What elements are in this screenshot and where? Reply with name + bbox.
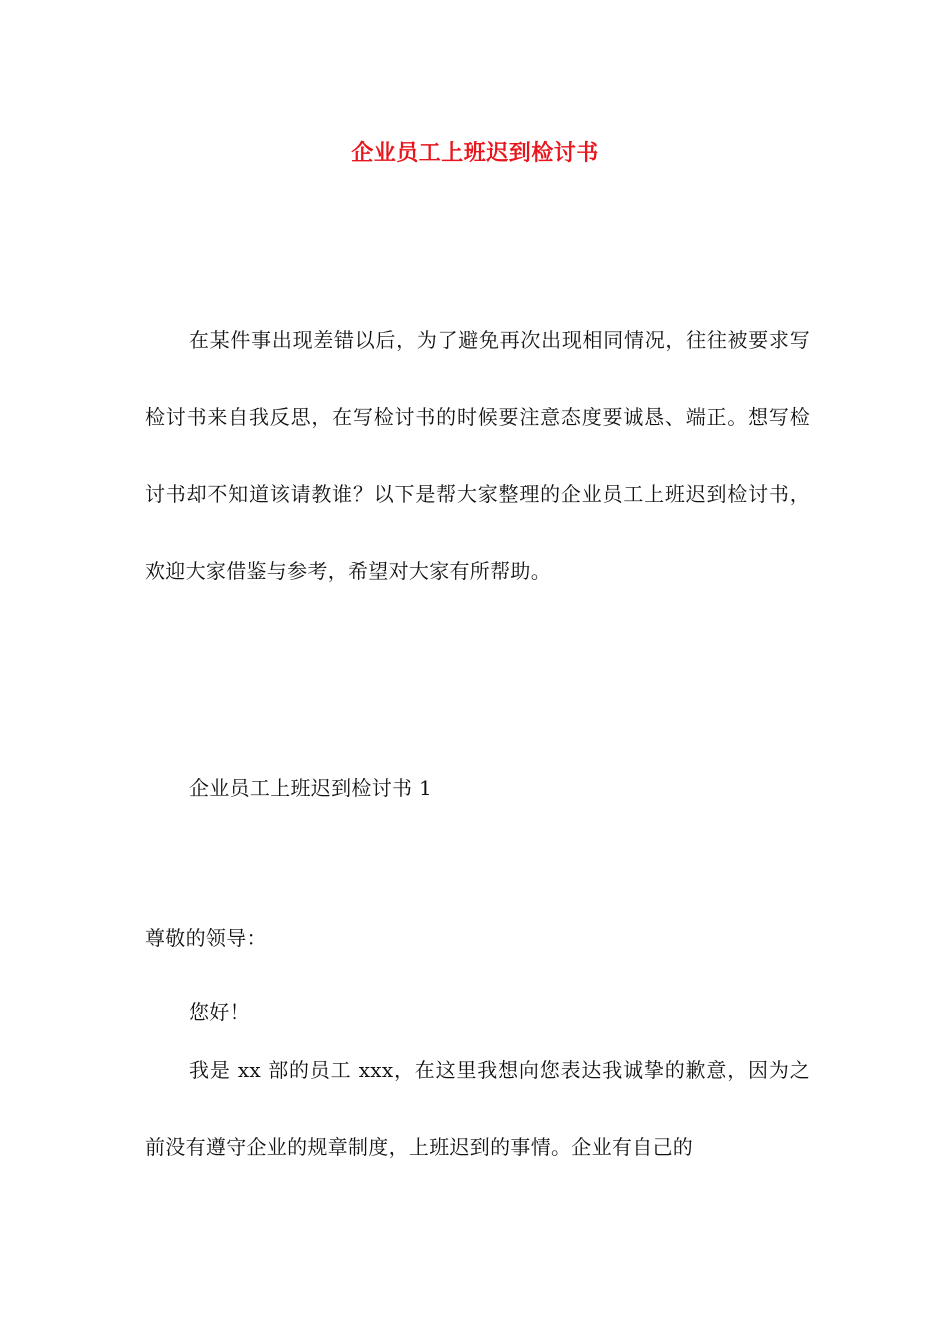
body-paragraph: 我是 xx 部的员工 xxx，在这里我想向您表达我诚挚的歉意，因为之前没有遵守企业的规章制度，上班迟到的事情。企业有自己的 [145,1058,810,1159]
salutation: 尊敬的领导： [145,926,267,950]
document-title: 企业员工上班迟到检讨书 [351,140,599,166]
section-heading: 企业员工上班迟到检讨书 1 [189,776,432,800]
intro-paragraph: 在某件事出现差错以后，为了避免再次出现相同情况，往往被要求写检讨书来自我反思，在写检讨书的时候要注意态度要诚恳、端正。想写检讨书却不知道该请教谁？以下是帮大家整理的企业员工上班迟到检讨书，欢迎大家借鉴与参考，希望对大家有所帮助。 [145,328,810,583]
greeting: 您好！ [189,1000,250,1024]
